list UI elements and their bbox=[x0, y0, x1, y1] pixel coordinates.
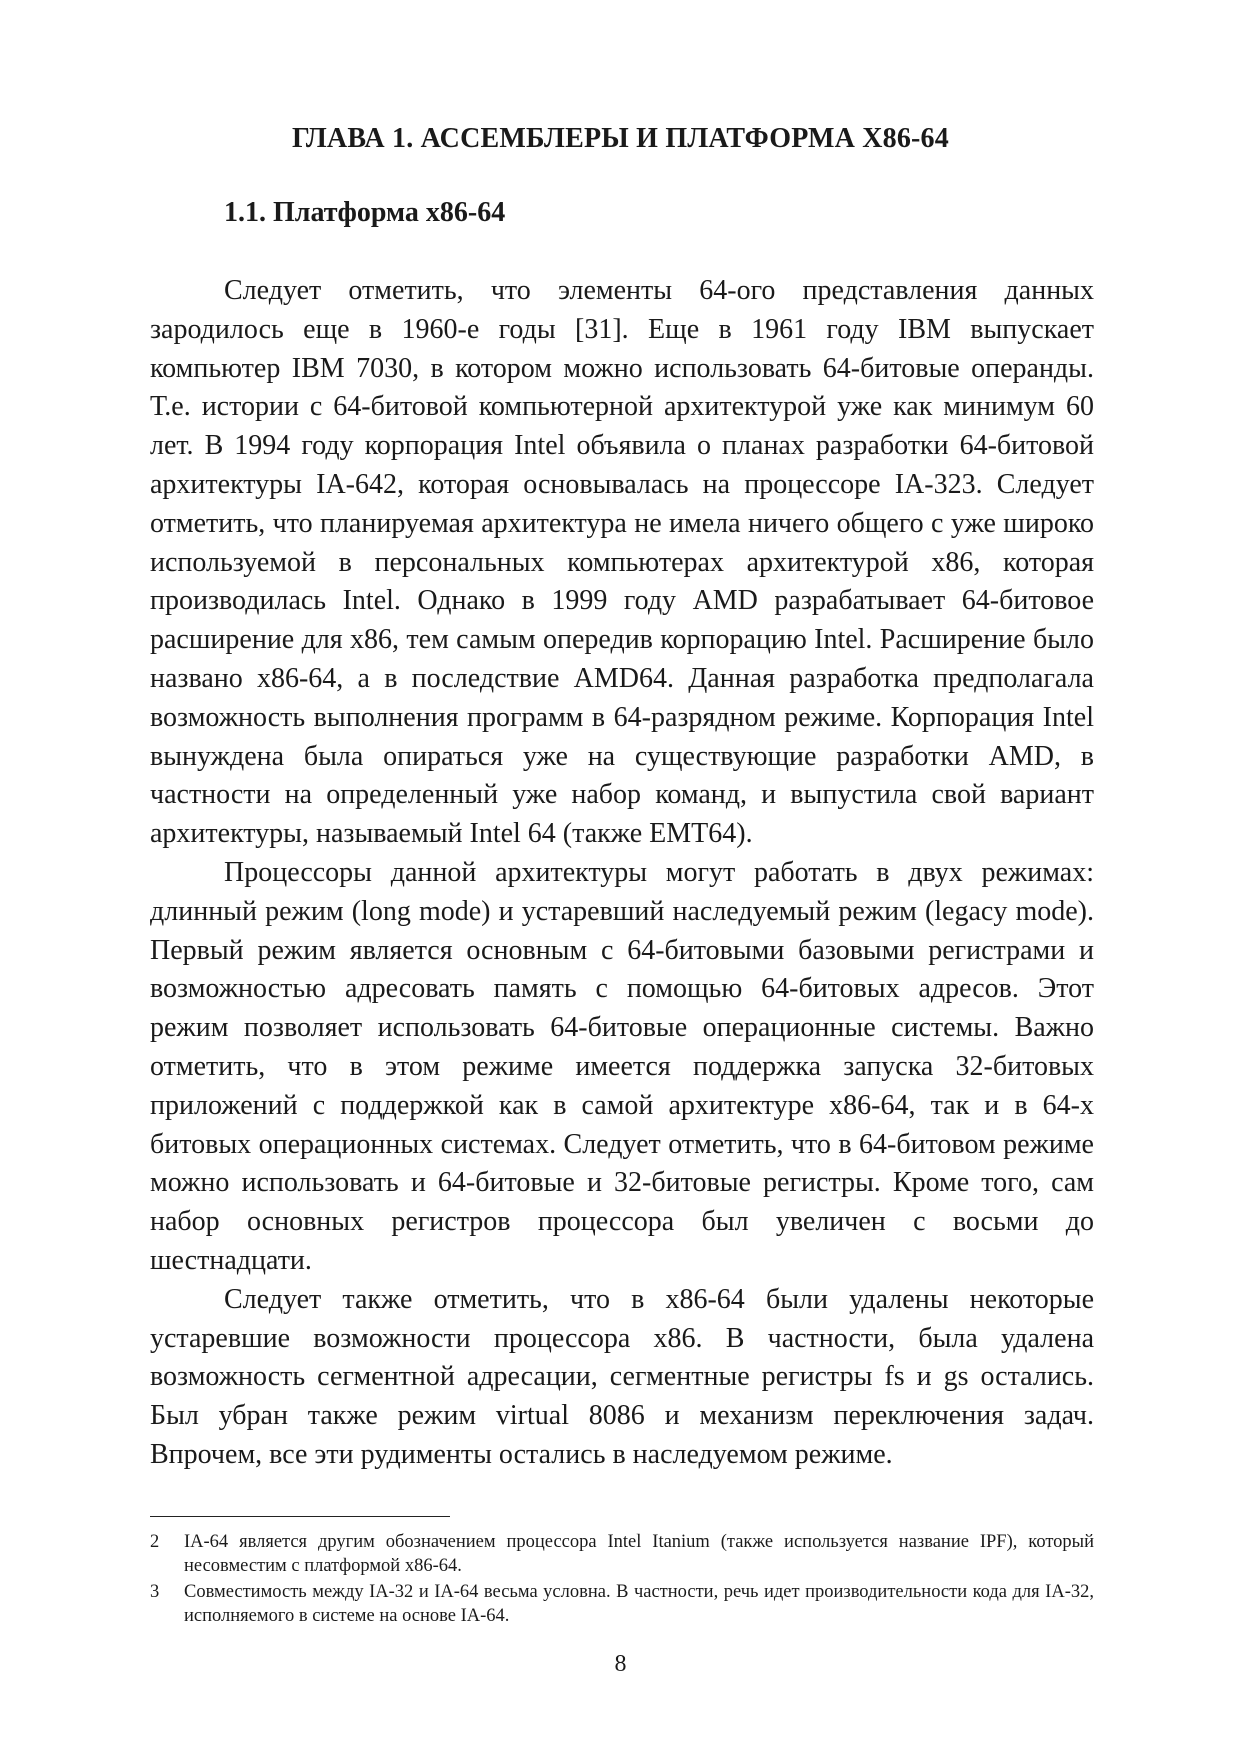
page-number: 8 bbox=[614, 1651, 627, 1677]
paragraph-2: Процессоры данной архитектуры могут работать в двух режимах: длинный режим (long mode) и устаревший наследуемый режим (legacy mode). Первый режим является основным с 64-битовыми базовыми регистрами и возможностью адресовать память с помощью 64-битовых адресов. Этот режим позволяет использовать 64-битовые операционные системы. Важно отметить, что в этом режиме имеется поддержка запуска 32-битовых приложений с поддержкой как в самой архитектуре x86-64, так и в 64-х битовых операционных системах. Следует отметить, что в 64-битовом режиме можно использовать и 64-битовые и 32-битовые регистры. Кроме того, сам набор основных регистров процессора был увеличен с восьми до шестнадцати. bbox=[150, 856, 1094, 1276]
footnote bbox=[150, 1580, 1094, 1628]
footnote bbox=[150, 1530, 1094, 1578]
paragraph-1: Следует отметить, что элементы 64-ого представления данных зародилось еще в 1960-е годы [31]. Еще в 1961 году IBM выпускает компьютер IBM 7030, в котором можно использовать 64-битовые операнды. Т.е. истории с 64-битовой компьютерной архитектурой уже как минимум 60 лет. В 1994 году корпорация Intel объявила о планах разработки 64-битовой архитектуры IA-642, которая основывалась на процессоре IA-323. Следует отметить, что планируемая архитектура не имела ничего общего с уже широко используемой в персональных компьютерах архитектурой x86, которая производилась Intel. Однако в 1999 году AMD разрабатывает 64-битовое расширение для x86, тем самым опередив корпорацию Intel. Расширение было названо x86-64, а в последствие AMD64. Данная разработка предполагала возможность выполнения программ в 64-разрядном режиме. Корпорация Intel вынуждена была опираться уже на существующие разработки AMD, в частности на определенный уже набор команд, и выпустила свой вариант архитектуры, называемый Intel 64 (также EMT64). bbox=[150, 275, 1094, 850]
section-title: 1.1. Платформа х86-64 bbox=[224, 197, 506, 228]
body-text bbox=[150, 272, 1094, 1475]
chapter-title: ГЛАВА 1. АССЕМБЛЕРЫ И ПЛАТФОРМА Х86-64 bbox=[292, 123, 949, 154]
paragraph-3: Следует также отметить, что в x86-64 были удалены некоторые устаревшие возможности процессора x86. В частности, была удалена возможность сегментной адресации, сегментные регистры fs и gs остались. Был убран также режим virtual 8086 и механизм переключения задач. Впрочем, все эти рудименты остались в наследуемом режиме. bbox=[150, 1283, 1094, 1470]
footnote-text: Совместимость между IA-32 и IA-64 весьма условна. В частности, речь идет производительности кода для IA-32, исполняемого в системе на основе IA-64. bbox=[184, 1582, 1094, 1626]
footnotes bbox=[150, 1530, 1094, 1630]
footnote-text: IA-64 является другим обозначением процессора Intel Itanium (также используется название IPF), который несовместим с платформой x86-64. bbox=[184, 1532, 1094, 1576]
footnote-number: 2 bbox=[150, 1532, 160, 1552]
footnote-number: 3 bbox=[150, 1582, 160, 1602]
footnote-separator bbox=[150, 1516, 450, 1517]
